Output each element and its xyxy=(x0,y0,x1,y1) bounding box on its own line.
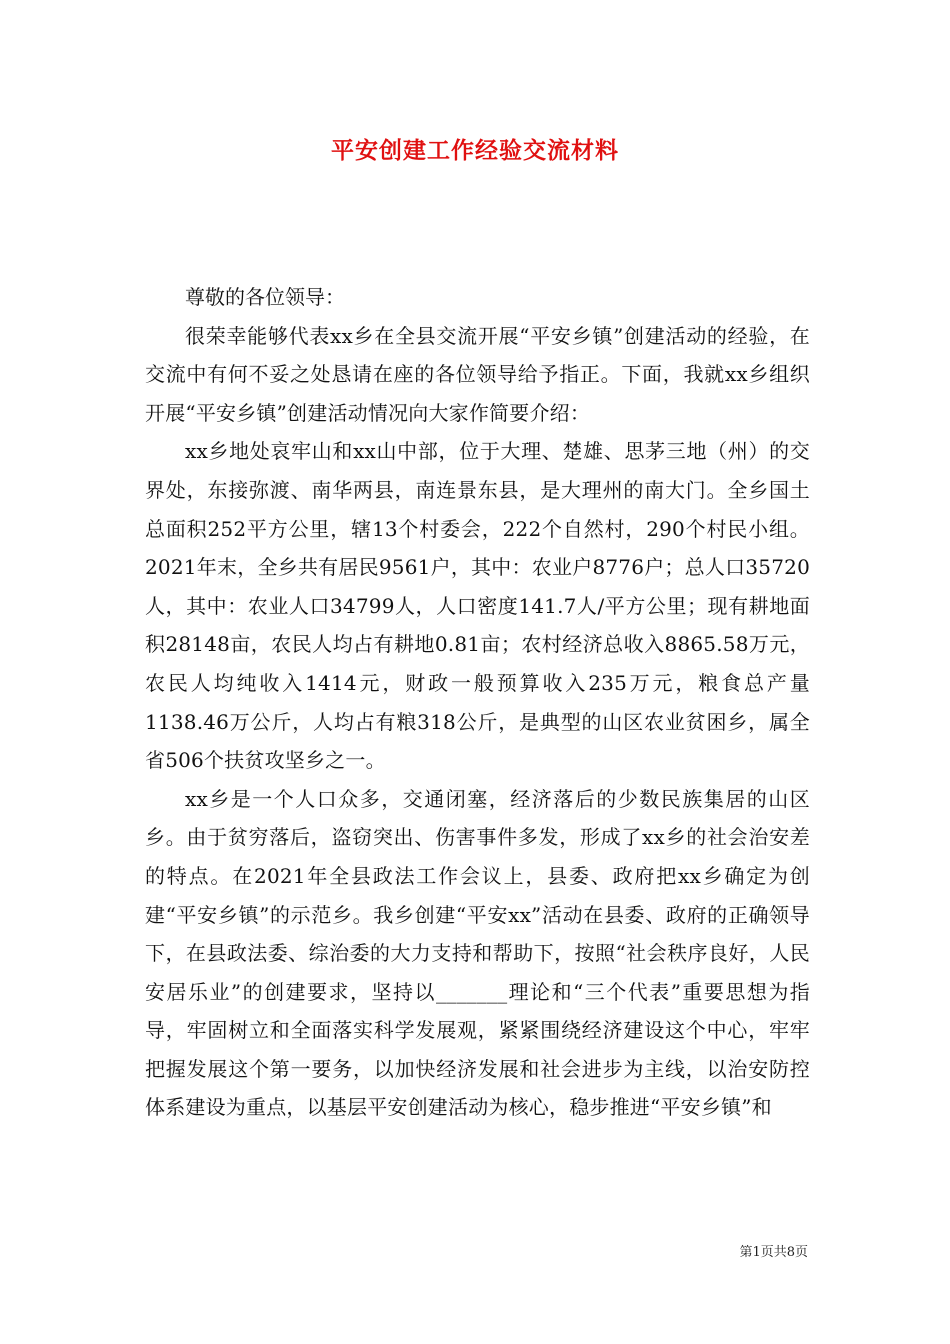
paragraph-background: xx乡是一个人口众多，交通闭塞，经济落后的少数民族集居的山区乡。由于贫穷落后，盗窃突出、伤害事件多发，形成了xx乡的社会治安差的特点。在2021年全县政法工作会议上，县委、政府把xx乡确定为创建“平安乡镇”的示范乡。我乡创建“平安xx”活动在县委、政府的正确领导下，在县政法委、综治委的大力支持和帮助下，按照“社会秩序良好，人民安居乐业”的创建要求，坚持以_______理论和“三个代表”重要思想为指导，牢固树立和全面落实科学发展观，紧紧围绕经济建设这个中心，牢牢把握发展这个第一要务，以加快经济发展和社会进步为主线，以治安防控体系建设为重点，以基层平安创建活动为核心，稳步推进“平安乡镇”和 xyxy=(145,786,810,1120)
page-number: 第1页共8页 xyxy=(739,1245,808,1260)
paragraph-intro: 很荣幸能够代表xx乡在全县交流开展“平安乡镇”创建活动的经验，在交流中有何不妥之处恳请在座的各位领导给予指正。下面，我就xx乡组织开展“平安乡镇”创建活动情况向大家作简要介绍： xyxy=(145,323,810,425)
salutation: 尊敬的各位领导： xyxy=(185,285,345,309)
document-title: 平安创建工作经验交流材料 xyxy=(331,137,619,164)
paragraph-overview: xx乡地处哀牢山和xx山中部，位于大理、楚雄、思茅三地（州）的交界处，东接弥渡、南华两县，南连景东县，是大理州的南大门。全乡国土总面积252平方公里，辖13个村委会，222个自然村，290个村民小组。2021年末，全乡共有居民9561户，其中：农业户8776户；总人口35720人，其中：农业人口34799人，人口密度141.7人/平方公里；现有耕地面积28148亩，农民人均占有耕地0.81亩；农村经济总收入8865.58万元，农民人均纯收入1414元，财政一般预算收入235万元，粮食总产量1138.46万公斤，人均占有粮318公斤，是典型的山区农业贫困乡，属全省506个扶贫攻坚乡之一。 xyxy=(145,439,810,773)
document-body xyxy=(145,278,810,1127)
